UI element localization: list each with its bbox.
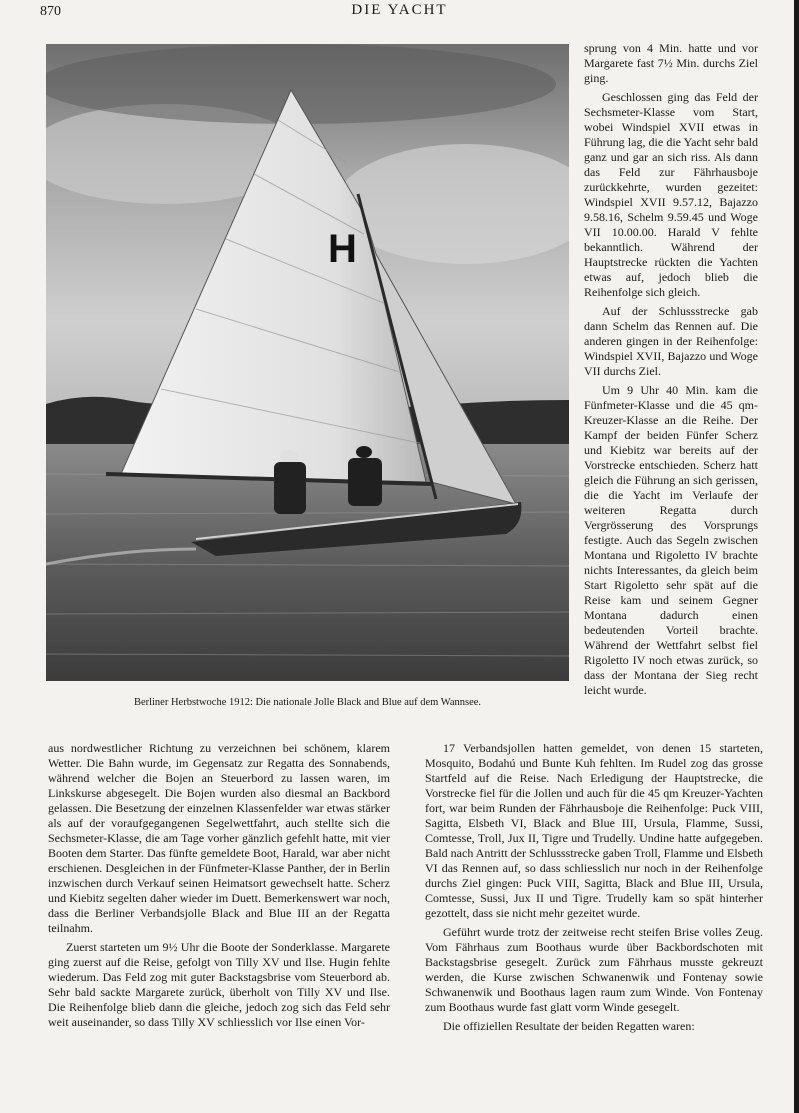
running-title: DIE YACHT <box>351 2 448 18</box>
page-edge <box>794 0 799 1113</box>
page-number: 870 <box>40 4 61 19</box>
right-column-top <box>584 41 758 698</box>
left-column-bottom <box>48 741 390 1030</box>
sail-letter: H <box>328 227 357 271</box>
paragraph: Zuerst starteten um 9½ Uhr die Boote der Sonderklasse. Margarete ging zuerst auf die Reise, gefolgt von Tilly XV und Ilse. Hugin fehlte wiederum. Das Feld zog mit guter Backstagsbrise vom Steuerbord ab. Sehr bald sackte Margarete zurück, überholt von Tilly XV und Ilse. Die Reihenfolge blieb dann die gleiche, jedoch zog sich das Feld sehr weit auseinander, so dass Tilly XV schliesslich vor Ilse einen Vor- <box>48 940 390 1029</box>
right-column-bottom <box>425 741 763 1034</box>
figure-caption: Berliner Herbstwoche 1912: Die nationale Jolle Black and Blue auf dem Wannsee. <box>133 697 482 708</box>
paragraph: 17 Verbandsjollen hatten gemeldet, von denen 15 starteten, Mosquito, Bodahú und Bunte Kuh fehlten. Im Rudel zog das grosse Startfeld auf die Reise. Nach Erledigung der Hauptstrecke, die Vorstrecke fiel für die Jollen und auch für die 45 qm Kreuzer-Yachten fort, war beim Runden der Fährhausboje die Reihenfolge: Puck VIII, Sagitta, Elsbeth VI, Black and Blue III, Ursula, Flamme, Sussi, Comtesse, Troll, Jux II, Tigre und Trudelly. Undine hatte aufgegeben. Bald nach Antritt der Schlussstrecke gaben Troll, Flamme und Elsbeth VI das Rennen auf, so dass schliesslich nur noch in der Reihenfolge durchs Ziel gingen: Puck VIII, Sagitta, Black and Blue III, Ursula, Comtesse, Sussi, Jux II und Tigre. Trudelly kam so spät hinterher gezottelt, dass sie nicht mehr gezeitet wurde. <box>425 741 763 920</box>
paragraph: aus nordwestlicher Richtung zu verzeichnen bei schönem, klarem Wetter. Die Bahn wurde, im Gegensatz zur Regatta des Sonnabends, während welcher die Bojen an Steuerbord zu lassen waren, im Linkskurse abgesegelt. Die Bojen wurden also diesmal an Backbord gelassen. Die Besetzung der einzelnen Klassenfelder war etwas stärker als auf der voraufgegangenen Segelwettfahrt, auch stellte sich die Sechsmeter-Klasse, die am Tage vorher gänzlich gefehlt hatte, mit vier Booten dem Starter. Das fünfte gemeldete Boot, Harald, war aber nicht erschienen. Desgleichen in der Fünfmeter-Klasse Panther, der in Berlin inzwischen durch Verkauf seinen Heimatsort gewechselt hatte. Scherz und Kiebitz segelten daher wieder im Duett. Bemerkenswert war noch, dass die Berliner Verbandsjolle Black and Blue III an der Regatta teilnahm. <box>48 741 390 935</box>
paragraph: Um 9 Uhr 40 Min. kam die Fünfmeter-Klasse und die 45 qm-Kreuzer-Klasse an die Reihe. Der Kampf der beiden Fünfer Scherz und Kiebitz war bereits auf der Vorstrecke entschieden. Scherz hatt gleich die Führung an sich gerissen, die die Yacht im Verlaufe der weiteren Regatta durch Vergrösserung des Vorsprungs festigte. Auch das Segeln zwischen Montana und Rigoletto IV brachte nichts Interessantes, da gleich beim Start Rigoletto sehr spät auf die Reise kam und seinem Gegner Montana dadurch einen bedeutenden Vorteil brachte. Während der Wettfahrt selbst fiel Rigoletto IV noch etwas zurück, so dass der Montana der Sieg recht leicht wurde. <box>584 383 758 697</box>
paragraph: Auf der Schlussstrecke gab dann Schelm das Rennen auf. Die anderen gingen in der Reihenfolge: Windspiel XVII, Bajazzo und Woge VII durchs Ziel. <box>584 304 758 378</box>
sailboat-photo <box>46 44 569 681</box>
paragraph: Die offiziellen Resultate der beiden Regatten waren: <box>443 1019 695 1033</box>
paragraph: Geführt wurde trotz der zeitweise recht steifen Brise volles Zeug. Vom Fährhaus zum Boothaus wurde über Backbordschoten mit Backstagsbrise gesegelt. Zurück zum Fährhaus musste gekreuzt werden, die Kurse zwischen Schwanenwik und Fontenay sowie Schwanenwik und Boothaus lagen raum zum Winde. Von Fontenay zum Boothaus wurde fast glatt vorm Winde gesegelt. <box>425 925 763 1014</box>
paragraph: sprung von 4 Min. hatte und vor Margarete fast 7½ Min. durchs Ziel ging. <box>584 41 758 85</box>
paragraph: Geschlossen ging das Feld der Sechsmeter-Klasse vom Start, wobei Windspiel XVII etwas in Führung lag, die die Yacht sehr bald ganz und gar an sich riss. Als dann das Feld zur Fährhausboje zurückkehrte, wurden gezeitet: Windspiel XVII 9.57.12, Bajazzo 9.58.16, Schelm 9.59.45 und Woge VII 10.00.00. Harald V fehlte bekanntlich. Während der Hauptstrecke rückten die Yachten etwas auf, jedoch blieb die Reihenfolge sich gleich. <box>584 90 758 299</box>
